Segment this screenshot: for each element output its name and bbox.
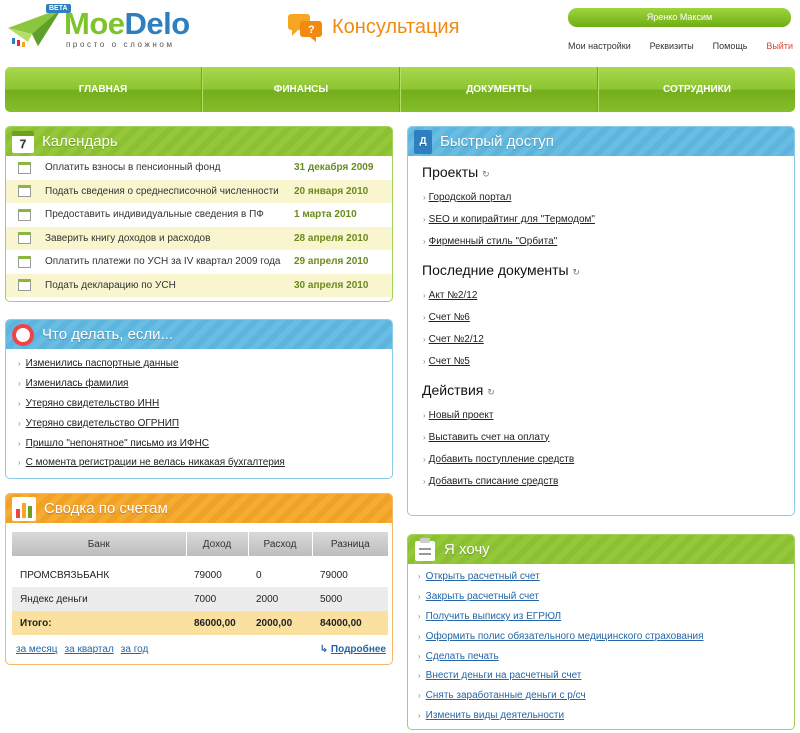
- i-want-title: Я хочу: [444, 541, 490, 558]
- bullet-icon: ›: [418, 710, 421, 720]
- what-if-link[interactable]: Пришло "непонятное" письмо из ИФНС: [25, 437, 210, 449]
- nav-documents[interactable]: ДОКУМЕНТЫ: [400, 67, 598, 112]
- chat-bubbles-icon: [288, 12, 324, 42]
- bullet-icon: ›: [423, 410, 426, 420]
- column-header: Разница: [312, 532, 388, 556]
- table-row[interactable]: Яндекс деньги 7000 2000 5000: [12, 587, 388, 611]
- total-row: Итого: 86000,00 2000,00 84000,00: [12, 611, 388, 635]
- arrow-icon: ↳: [319, 644, 331, 655]
- list-item: [408, 230, 794, 252]
- bullet-icon: ›: [18, 418, 21, 428]
- action-link[interactable]: Добавить списание средств: [428, 475, 559, 487]
- logout-link[interactable]: Выйти: [766, 41, 793, 51]
- list-item: [418, 607, 794, 627]
- quick-access-title: Быстрый доступ: [440, 133, 554, 150]
- list-item: [18, 413, 392, 433]
- bullet-icon: ›: [418, 611, 421, 621]
- what-if-link[interactable]: Утеряно свидетельство ИНН: [25, 397, 160, 409]
- lifebuoy-icon: [12, 324, 34, 346]
- list-item: [18, 374, 392, 394]
- period-month-link[interactable]: за месяц: [16, 644, 58, 655]
- bullet-icon: ›: [18, 379, 21, 389]
- bullet-icon: ›: [418, 572, 421, 582]
- section-title-projects[interactable]: Проекты ↻: [422, 164, 490, 180]
- brand-name: MoeDelo: [64, 6, 190, 41]
- bullet-icon: ›: [418, 671, 421, 681]
- list-item: [408, 328, 794, 350]
- calendar-header: [6, 127, 392, 156]
- list-item: [18, 394, 392, 414]
- bullet-icon: ›: [423, 290, 426, 300]
- section-title-documents[interactable]: Последние документы ↻: [422, 262, 581, 278]
- user-name[interactable]: Яренко Максим: [568, 8, 791, 27]
- summary-header: [6, 494, 392, 523]
- bullet-icon: ›: [418, 691, 421, 701]
- calendar-row[interactable]: Предоставить индивидуальные сведения в ПФ 1 марта 2010: [6, 203, 392, 227]
- what-if-link[interactable]: Изменилась фамилия: [25, 378, 129, 390]
- list-item: [408, 404, 794, 426]
- list-item: [418, 666, 794, 686]
- calendar-title: Календарь: [42, 133, 118, 150]
- list-item: [408, 470, 794, 492]
- calendar-row[interactable]: Оплатить взносы в пенсионный фонд 31 декабря 2009: [6, 156, 392, 180]
- list-item: [408, 306, 794, 328]
- bullet-icon: ›: [423, 454, 426, 464]
- bullet-icon: ›: [18, 359, 21, 369]
- action-link[interactable]: Выставить счет на оплату: [428, 431, 550, 443]
- document-link[interactable]: Акт №2/12: [428, 289, 478, 301]
- what-if-panel: [5, 319, 393, 479]
- bullet-icon: ›: [418, 631, 421, 641]
- bullet-icon: ›: [423, 356, 426, 366]
- what-if-header: [6, 320, 392, 349]
- what-if-title: Что делать, если...: [42, 326, 174, 343]
- column-header: Банк: [12, 532, 186, 556]
- consultation-link[interactable]: [288, 12, 459, 42]
- calendar-row[interactable]: Подать сведения о среднесписочной численности 20 января 2010: [6, 180, 392, 204]
- bullet-icon: ›: [423, 334, 426, 344]
- want-link[interactable]: Открыть расчетный счет: [425, 571, 540, 583]
- clipboard-icon: [414, 538, 436, 562]
- bullet-icon: ›: [18, 438, 21, 448]
- slogan: просто о сложном: [66, 40, 175, 49]
- bar-chart-icon: [12, 497, 36, 521]
- svg-text:?: ?: [308, 24, 315, 36]
- summary-footer: [16, 644, 386, 655]
- note-icon: [18, 256, 31, 268]
- want-link[interactable]: Снять заработанные деньги с р/сч: [425, 690, 586, 702]
- list-item: [408, 350, 794, 372]
- project-link[interactable]: SEO и копирайтинг для "Термодом": [428, 213, 595, 225]
- bullet-icon: ›: [18, 458, 21, 468]
- what-if-link[interactable]: Изменились паспортные данные: [25, 358, 179, 370]
- column-header: Доход: [186, 532, 248, 556]
- list-item: [408, 426, 794, 448]
- note-icon: [18, 162, 31, 174]
- list-item: [18, 354, 392, 374]
- calendar-panel: [5, 126, 393, 302]
- accounts-summary-panel: [5, 493, 393, 665]
- document-link[interactable]: Счет №2/12: [428, 333, 484, 345]
- list-item: [18, 433, 392, 453]
- bullet-icon: ›: [423, 432, 426, 442]
- logo[interactable]: [8, 2, 198, 54]
- calendar-row[interactable]: Оплатить платежи по УСН за IV квартал 2009 года 29 апреля 2010: [6, 250, 392, 274]
- what-if-link[interactable]: С момента регистрации не велась никакая бухгалтерия: [25, 457, 285, 469]
- list-item: [418, 587, 794, 607]
- want-link[interactable]: Внести деньги на расчетный счет: [425, 670, 582, 682]
- requisites-link[interactable]: Реквизиты: [649, 41, 694, 51]
- list-item: [418, 686, 794, 706]
- what-if-link[interactable]: Утеряно свидетельство ОГРНИП: [25, 417, 180, 429]
- document-link[interactable]: Счет №5: [428, 355, 470, 367]
- list-item: [418, 626, 794, 646]
- list-item: [18, 453, 392, 473]
- column-header: Расход: [248, 532, 312, 556]
- action-link[interactable]: Новый проект: [428, 409, 494, 421]
- list-item: [418, 567, 794, 587]
- main-nav: [5, 67, 795, 112]
- bullet-icon: ›: [418, 592, 421, 602]
- want-link[interactable]: Сделать печать: [425, 650, 499, 662]
- bullet-icon: ›: [423, 476, 426, 486]
- list-item: [408, 448, 794, 470]
- consultation-title[interactable]: Консультация: [332, 15, 460, 38]
- list-item: [418, 706, 794, 726]
- nav-employees[interactable]: СОТРУДНИКИ: [598, 67, 795, 112]
- bullet-icon: ›: [423, 236, 426, 246]
- i-want-panel: [407, 534, 795, 730]
- want-link[interactable]: Изменить виды деятельности: [425, 709, 565, 721]
- refresh-icon: ↻: [482, 169, 490, 179]
- top-links: [568, 41, 793, 51]
- quick-access-header: [408, 127, 794, 156]
- note-icon: [18, 279, 31, 291]
- list-item: [408, 208, 794, 230]
- document-icon: Д: [414, 130, 432, 154]
- more-details-link[interactable]: ↳ Подробнее: [319, 644, 386, 655]
- nav-home[interactable]: ГЛАВНАЯ: [5, 67, 202, 112]
- section-title-actions[interactable]: Действия ↻: [422, 382, 495, 398]
- help-link[interactable]: Помощь: [712, 41, 748, 51]
- period-year-link[interactable]: за год: [120, 644, 149, 655]
- action-link[interactable]: Добавить поступление средств: [428, 453, 575, 465]
- list-item: [418, 646, 794, 666]
- bullet-icon: ›: [423, 312, 426, 322]
- my-settings-link[interactable]: Мои настройки: [568, 41, 631, 51]
- note-icon: [18, 209, 31, 221]
- refresh-icon: ↻: [572, 267, 581, 277]
- refresh-icon: ↻: [487, 387, 495, 397]
- document-link[interactable]: Счет №6: [428, 311, 470, 323]
- list-item: [408, 186, 794, 208]
- accounts-table: [12, 532, 388, 635]
- beta-badge: BETA: [46, 4, 71, 13]
- list-item: [408, 284, 794, 306]
- table-row[interactable]: ПРОМСВЯЗЬБАНК 79000 0 79000: [20, 569, 348, 581]
- i-want-header: [408, 535, 794, 564]
- table-header-row: [12, 532, 388, 556]
- want-link[interactable]: Закрыть расчетный счет: [425, 591, 539, 603]
- project-link[interactable]: Городской портал: [428, 191, 512, 203]
- nav-finance[interactable]: ФИНАНСЫ: [202, 67, 400, 112]
- want-link[interactable]: Получить выписку из ЕГРЮЛ: [425, 610, 562, 622]
- want-link[interactable]: Оформить полис обязательного медицинского страхования: [425, 630, 704, 642]
- paper-plane-icon: [8, 8, 62, 48]
- bullet-icon: ›: [418, 651, 421, 661]
- period-quarter-link[interactable]: за квартал: [64, 644, 114, 655]
- note-icon: [18, 185, 31, 197]
- bullet-icon: ›: [423, 192, 426, 202]
- bullet-icon: ›: [423, 214, 426, 224]
- calendar-row[interactable]: Подать декларацию по УСН 30 апреля 2010: [6, 274, 392, 298]
- bullet-icon: ›: [18, 398, 21, 408]
- note-icon: [18, 232, 31, 244]
- quick-access-panel: [407, 126, 795, 516]
- project-link[interactable]: Фирменный стиль "Орбита": [428, 235, 558, 247]
- summary-title: Сводка по счетам: [44, 500, 168, 517]
- calendar-row[interactable]: Заверить книгу доходов и расходов 28 апреля 2010: [6, 227, 392, 251]
- calendar-icon: 7: [12, 131, 34, 153]
